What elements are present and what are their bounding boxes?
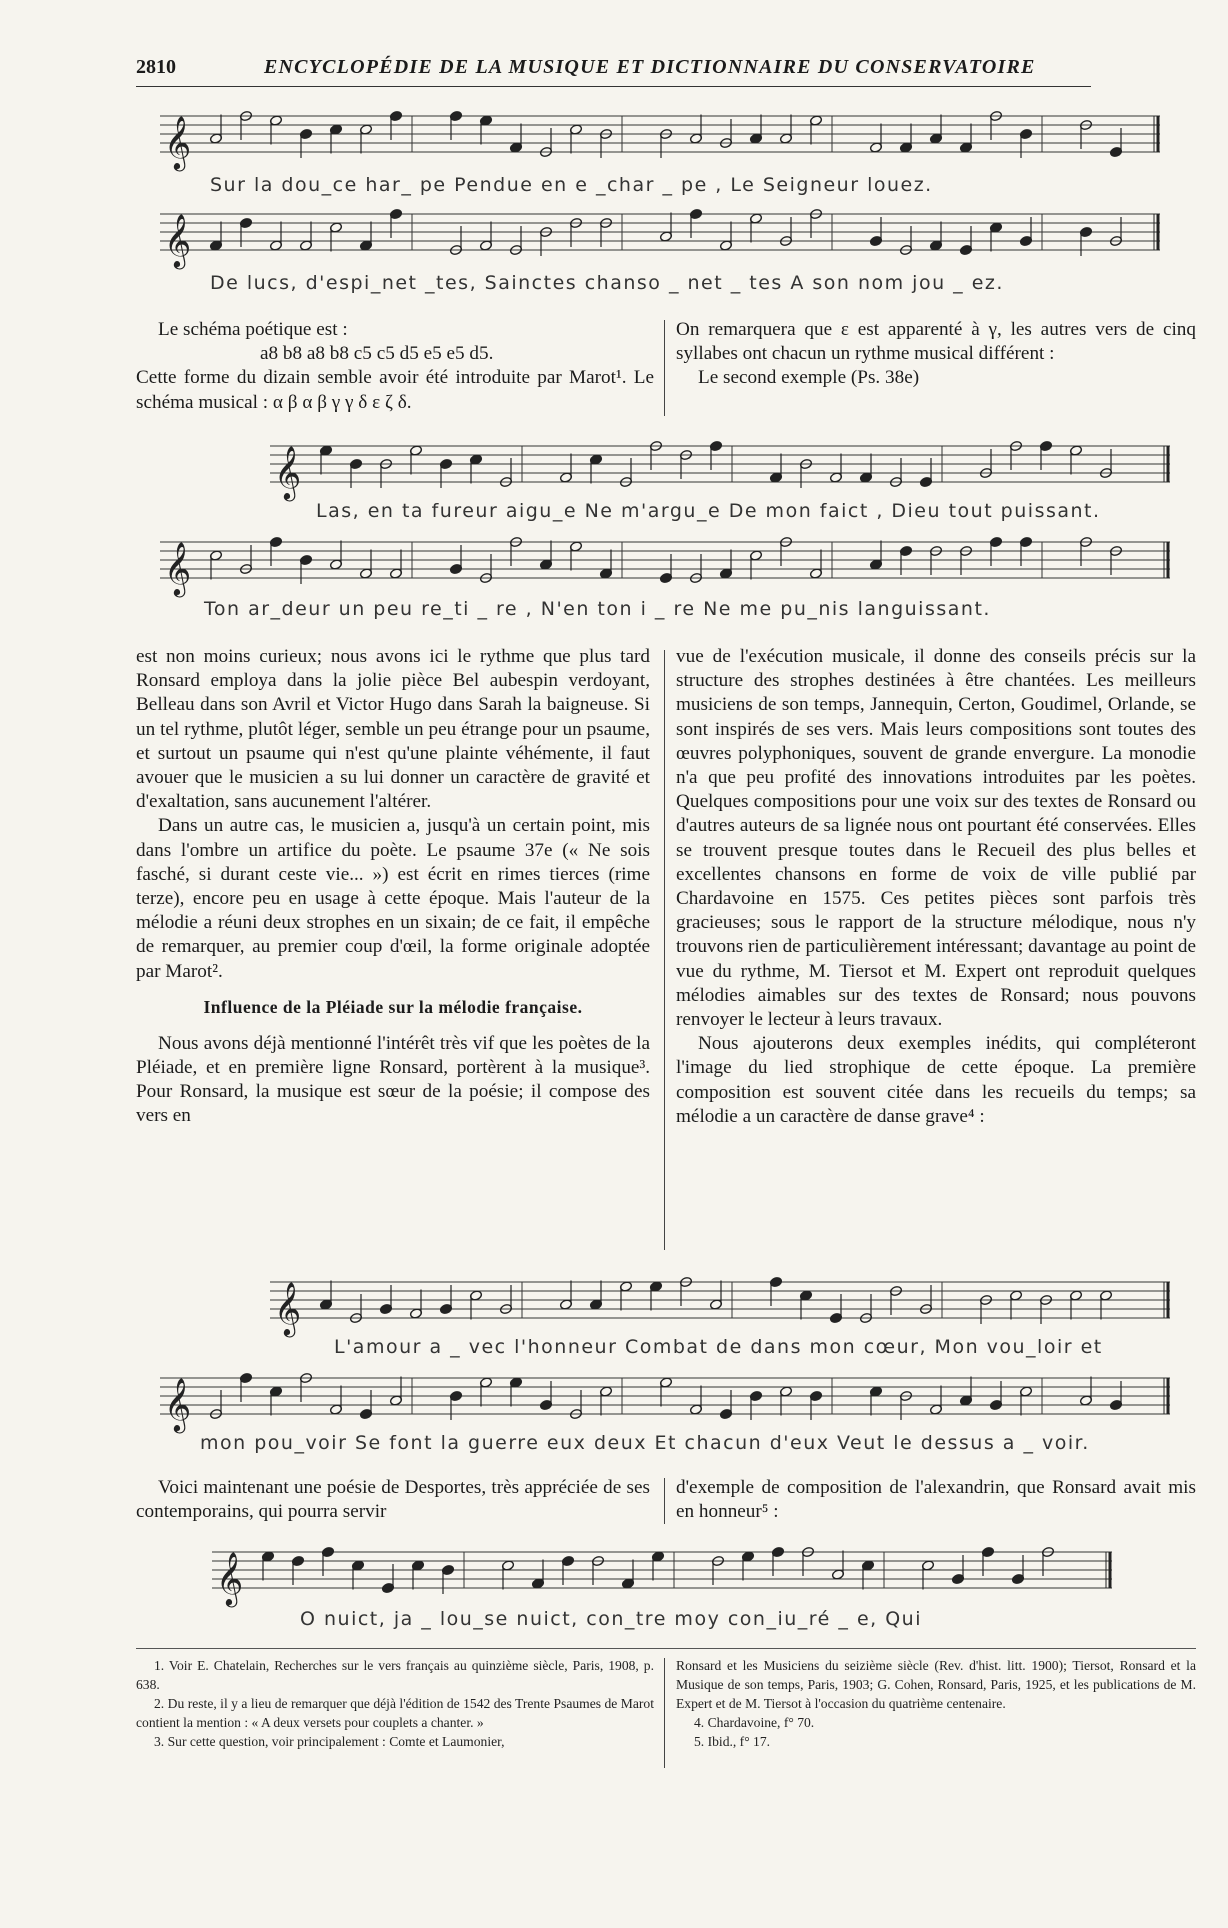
right-column-desportes <box>676 1476 1196 1524</box>
footnote: 1. Voir E. Chatelain, Recherches sur le vers français au quinzième siècle, Paris, 1908, p. 638. <box>136 1658 654 1692</box>
lyrics-line: mon pou_voir Se font la guerre eux deux Et chacun d'eux Veut le dessus a _ voir. <box>200 1432 1090 1454</box>
paragraph: vue de l'exécution musicale, il donne des conseils précis sur la structure des strophes destinées à être chantées. Les meilleurs musiciens de son temps, Jannequin, Certon, Goudimel, Orlande, se sont inspirés de ses vers. Mais leurs compositions sont toutes des œuvres polyphoniques, souvent de grande envergure. La monodie n'a que peu profité des innovations introduites par les poètes. Quelques compositions pour une voix sur des textes de Ronsard ou d'autres auteurs de sa lignée nous ont pourtant été conservées. Elles se trouvent presque toutes dans le Recueil des plus belles et excellentes chansons en forme de voix de ville publié par Chardavoine en 1575. Ces petites pièces sont parfois très gracieuses; sous le rapport de la structure mélodique, nous n'y trouvons rien de particulièrement intéressant; davantage au point de vue du rythme, M. Tiersot et M. Expert ont reproduit quelques mélodies aimables sur des textes de Ronsard; nous pouvons renvoyer le lecteur à leurs travaux. <box>676 646 1197 1031</box>
section-heading: Influence de la Pléiade sur la mélodie française. <box>203 996 583 1017</box>
footnote-rule <box>136 1648 1196 1649</box>
lyrics-line: Las, en ta fureur aigu_e Ne m'argu_e De mon faict , Dieu tout puissant. <box>316 500 1101 522</box>
paragraph: Dans un autre cas, le musicien a, jusqu'à un certain point, mis dans l'ombre un artifice du poète. Le psaume 37e (« Ne sois fasché, si durant ceste vie... ») est écrit en rimes tierces (rime terze), encore peu en usage à cette époque. Mais l'auteur de la mélodie a réuni deux strophes en un sixain; de ce fait, il empêche de remarquer, au premier coup d'œil, la forme originale adoptée par Marot². <box>136 815 650 982</box>
column-divider <box>664 1478 665 1524</box>
music-staff <box>160 104 1160 174</box>
paragraph: d'exemple de composition de l'alexandrin, que Ronsard avait mis en honneur⁵ : <box>676 1477 1196 1523</box>
treble-clef: 𝄞 <box>164 541 192 595</box>
paragraph: Nous ajouterons deux exemples inédits, qui compléteront l'image du lied strophique de cette époque. La première composition est souvent citée dans les recueils du temps; sa mélodie a un caractère de danse grave⁴ : <box>676 1033 1196 1127</box>
treble-clef: 𝄞 <box>164 213 192 267</box>
paragraph: Cette forme du dizain semble avoir été introduite par Marot¹. Le schéma musical : α β α β γ γ δ ε ζ δ. <box>136 367 654 413</box>
paragraph: Voici maintenant une poésie de Desportes, très appréciée de ses contemporains, qui pourra servir <box>136 1477 650 1523</box>
schema-line: a8 b8 a8 b8 c5 c5 d5 e5 e5 d5. <box>260 343 494 365</box>
paragraph: Nous avons déjà mentionné l'intérêt très vif que les poètes de la Pléiade, et en première ligne Ronsard, portèrent à la musique³. Pour Ronsard, la musique est sœur de la poésie; il compose des vers en <box>136 1032 650 1127</box>
treble-clef: 𝄞 <box>164 1377 192 1431</box>
treble-clef: 𝄞 <box>274 1281 302 1335</box>
music-staff <box>270 434 1170 504</box>
page-number: 2810 <box>136 56 176 78</box>
staff-graphic <box>160 202 1160 272</box>
footnote: 2. Du reste, il y a lieu de remarquer que déjà l'édition de 1542 des Trente Psaumes de Marot contient la mention : « A deux versets pour couplets a chanter. » <box>136 1696 654 1730</box>
lyrics-line: Ton ar_deur un peu re_ti _ re , N'en ton i _ re Ne me pu_nis languissant. <box>204 598 991 620</box>
staff-graphic <box>270 434 1170 504</box>
left-column-desportes <box>136 1476 650 1524</box>
music-staff <box>160 1366 1170 1436</box>
footnote: 5. Ibid., f° 17. <box>694 1734 771 1749</box>
footnotes-right <box>676 1656 1196 1751</box>
staff-graphic <box>160 104 1160 174</box>
music-staff <box>270 1270 1170 1340</box>
lyrics-line: L'amour a _ vec l'honneur Combat de dans mon cœur, Mon vou_loir et <box>334 1336 1103 1358</box>
treble-clef: 𝄞 <box>164 115 192 169</box>
paragraph: On remarquera que ε est apparenté à γ, les autres vers de cinq syllabes ont chacun un rythme musical différent : <box>676 319 1196 365</box>
column-divider <box>664 320 665 416</box>
lyrics-line: De lucs, d'espi_net _tes, Sainctes chanso _ net _ tes A son nom jou _ ez. <box>210 272 1004 294</box>
treble-clef: 𝄞 <box>216 1551 244 1605</box>
lyrics-line: Sur la dou_ce har_ pe Pendue en e _char _ pe , Le Seigneur louez. <box>210 174 933 196</box>
staff-graphic <box>160 1366 1170 1436</box>
column-divider <box>664 1658 665 1768</box>
staff-graphic <box>212 1540 1112 1610</box>
treble-clef: 𝄞 <box>274 445 302 499</box>
paragraph: Le schéma poétique est : <box>158 319 348 340</box>
left-column-main <box>136 645 650 1129</box>
column-divider <box>664 650 665 1250</box>
music-staff <box>160 202 1160 272</box>
staff-graphic <box>270 1270 1170 1340</box>
staff-graphic <box>160 530 1170 600</box>
header-rule <box>136 86 1091 87</box>
footnote: Ronsard et les Musiciens du seizième siècle (Rev. d'hist. litt. 1900); Tiersot, Ronsard et la Musique de son temps, Paris, 1903; G. Cohen, Ronsard, Paris, 1925, et les publications de M. Expert et de M. Tiersot à l'occasion du quatrième centenaire. <box>676 1658 1196 1711</box>
running-title: ENCYCLOPÉDIE DE LA MUSIQUE ET DICTIONNAIRE DU CONSERVATOIRE <box>264 56 1036 78</box>
footnote: 3. Sur cette question, voir principalement : Comte et Laumonier, <box>154 1734 505 1749</box>
music-staff <box>160 530 1170 600</box>
right-column-main <box>676 645 1196 1129</box>
paragraph: est non moins curieux; nous avons ici le rythme que plus tard Ronsard employa dans la jolie pièce Bel aubespin verdoyant, Belleau dans son Avril et Victor Hugo dans Sarah la baigneuse. Si un tel rythme, plutôt léger, semble un peu étrange pour un psaume, et surtout un psaume qui n'est qu'une plainte véhémente, il faut avouer que le musicien a su lui donner un caractère de gravité et d'exaltation, sans aucunement l'altérer. <box>136 646 650 813</box>
lyrics-line: O nuict, ja _ lou_se nuict, con_tre moy con_iu_ré _ e, Qui <box>300 1608 922 1630</box>
footnotes-left <box>136 1656 654 1751</box>
right-column-intro <box>676 318 1196 391</box>
page-header <box>136 56 1091 86</box>
left-column-schema <box>136 318 654 415</box>
music-staff <box>212 1540 1112 1614</box>
paragraph: Le second exemple (Ps. 38e) <box>698 367 920 389</box>
footnote: 4. Chardavoine, f° 70. <box>694 1715 815 1730</box>
